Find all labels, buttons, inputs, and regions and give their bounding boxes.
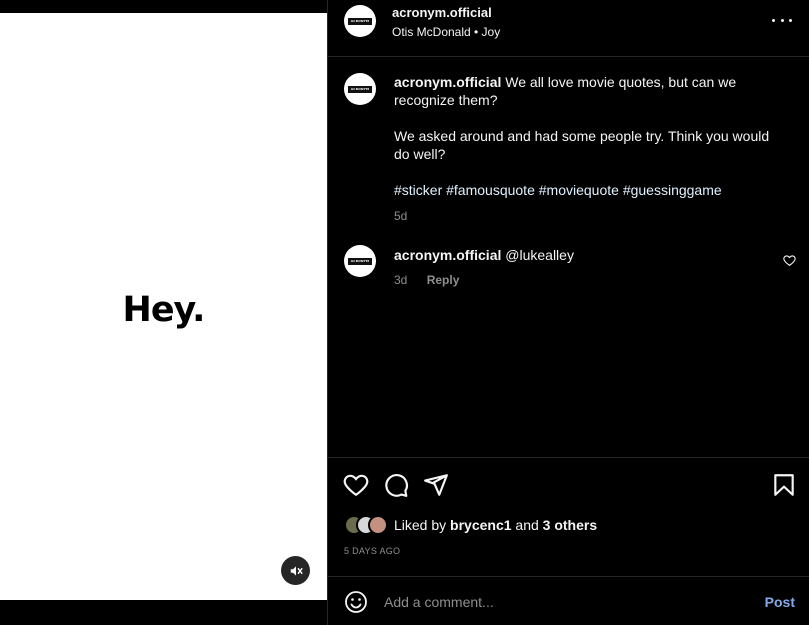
comment-mention[interactable]: @lukealley [505, 247, 574, 263]
hashtag[interactable]: #famousquote [446, 182, 535, 198]
hashtag[interactable]: #moviequote [538, 182, 619, 198]
heart-icon[interactable] [783, 254, 796, 267]
heart-icon[interactable] [343, 472, 369, 498]
hashtag-list [394, 181, 779, 199]
caption-body [394, 73, 779, 225]
avatar[interactable] [368, 515, 388, 535]
more-options-button[interactable] [772, 12, 792, 28]
share-icon[interactable] [423, 472, 449, 498]
avatar[interactable] [344, 245, 376, 277]
caption-age[interactable]: 5d [394, 209, 408, 223]
hashtag[interactable]: #guessinggame [622, 182, 722, 198]
liked-by-prefix: Liked by [394, 517, 447, 533]
emoji-icon[interactable] [344, 590, 368, 614]
avatar[interactable] [344, 73, 376, 105]
liked-by-and: and [515, 517, 539, 533]
add-comment-bar [328, 576, 809, 625]
more-horizontal-icon [772, 19, 775, 22]
post-details-panel [327, 0, 809, 625]
post-actions [328, 457, 809, 587]
post-date[interactable]: 5 DAYS AGO [344, 546, 401, 556]
liked-by-text [394, 517, 597, 533]
bookmark-icon[interactable] [771, 472, 797, 498]
caption-text-line1: We all love movie quotes, but can we recognize them? [394, 74, 737, 108]
muted-speaker-icon [289, 564, 303, 578]
post-header [328, 0, 809, 57]
avatar[interactable] [344, 5, 376, 37]
comment-body [394, 246, 779, 289]
brand-logo: ACRONYM [348, 18, 372, 25]
caption-username[interactable]: acronym.official [394, 74, 502, 90]
audio-attribution[interactable]: Otis McDonald • Joy [392, 25, 501, 39]
more-dot [781, 19, 784, 22]
video-frame[interactable] [0, 13, 327, 600]
liked-by-others[interactable]: 3 others [542, 517, 598, 533]
comment-age[interactable]: 3d [394, 273, 408, 287]
liked-by-row [344, 514, 597, 536]
header-username[interactable]: acronym.official [392, 5, 492, 20]
caption-meta [394, 207, 779, 225]
reply-button[interactable]: Reply [426, 273, 460, 287]
post-button[interactable]: Post [764, 594, 795, 610]
video-text: Hey. [122, 290, 205, 330]
comment-input[interactable] [384, 589, 744, 615]
brand-logo: ACRONYM [348, 86, 372, 93]
brand-logo: ACRONYM [348, 258, 372, 265]
comment-icon[interactable] [383, 472, 409, 498]
more-dot [789, 19, 792, 22]
caption-text-line2: We asked around and had some people try. Think you would do well? [394, 128, 770, 162]
post-media [0, 0, 327, 625]
comment-meta [394, 271, 779, 289]
mute-button[interactable] [281, 556, 310, 585]
liked-by-user[interactable]: brycenc1 [450, 517, 512, 533]
comment-username[interactable]: acronym.official [394, 247, 502, 263]
hashtag[interactable]: #sticker [394, 182, 443, 198]
